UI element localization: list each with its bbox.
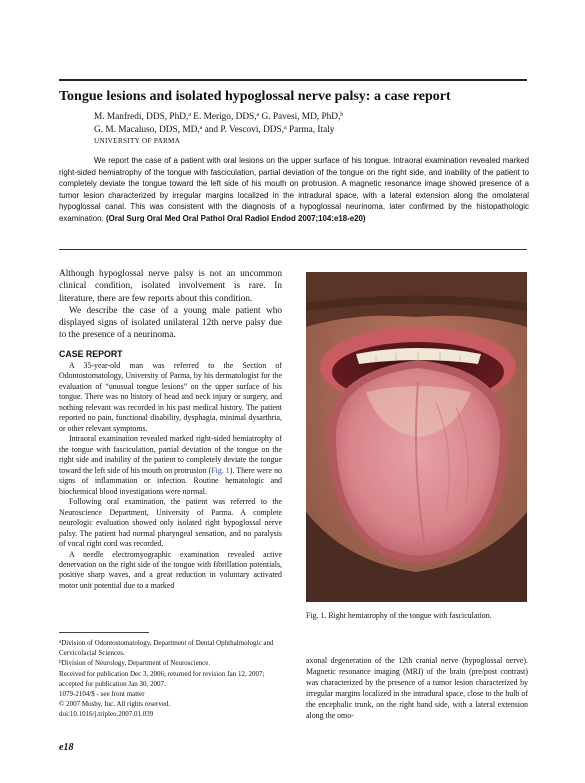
- article-title: Tongue lesions and isolated hypoglossal nerve palsy: a case report: [59, 89, 451, 104]
- footnote-rule: [59, 632, 149, 633]
- section-heading: CASE REPORT: [59, 348, 123, 359]
- author-line-2: [94, 124, 514, 137]
- footnote-affiliation-a: [59, 638, 289, 658]
- footnotes: [59, 638, 289, 720]
- doi-line: doi:10.1016/j.tripleo.2007.01.039: [59, 710, 154, 719]
- copyright-line: © 2007 Mosby, Inc. All rights reserved.: [59, 700, 171, 709]
- figure-reference-link[interactable]: Fig. 1: [211, 465, 230, 475]
- author-affiliation-mark: a: [199, 124, 203, 131]
- abstract: [59, 155, 529, 225]
- abstract-divider: [59, 249, 527, 250]
- abstract-text: We report the case of a patient with oral lesions on the upper surface of his tongue. Intraoral examination revealed marked right-sided hemiatrophy of the tongue with fasciculation, partial deviation of the tongue on the right side, and inability of the patient to completely deviate the tongue toward the left side of his mouth on protrusion. A magnetic resonance image showed presence of a tumor lesion characterized by irregular margins localized in the intradural space, with a lateral extension along the omolateral hypoglossal canal. This was consistent with the diagnosis of a hypoglossal neurinoma, later confirmed by the histopathologic examination.: [59, 156, 529, 223]
- author-institution: UNIVERSITY OF PARMA: [94, 137, 181, 145]
- body-text-run: ). There were no signs of inflammation or infection. Routine hematologic and biochemical blood investigations were normal.: [59, 465, 283, 496]
- author-affiliation-mark: a: [256, 112, 260, 118]
- left-column: [59, 268, 282, 591]
- tongue-photograph: [306, 272, 527, 602]
- journal-citation: (Oral Surg Oral Med Oral Pathol Oral Radiol Endod 2007;104:e18-e20): [105, 213, 366, 223]
- body-paragraph: A needle electromyographic examination revealed active denervation on the right side of the tongue with fibrillation potentials, positive sharp waves, and a great reduction in voluntary activated motor unit potential due to a marked: [59, 549, 282, 590]
- header-rule: [59, 79, 527, 81]
- author-location: Parma, Italy: [286, 124, 335, 135]
- author-name: G. Pavesi, MD, PhD,: [259, 112, 341, 122]
- author-name: and P. Vescovi, DDS,: [202, 124, 284, 135]
- author-name: M. Manfredi, DDS, PhD,: [94, 112, 189, 122]
- footnote-text: Division of Odontostomatology, Department of Dental Ophthalmologic and Cervicofacial Sciences.: [59, 639, 274, 658]
- tongue-photo-illustration: [306, 272, 527, 602]
- intro-paragraph: We describe the case of a young male patient who displayed signs of isolated unilateral 12th nerve palsy due to the presence of a neurinoma.: [59, 305, 282, 341]
- body-paragraph: [59, 434, 282, 497]
- introduction: [59, 268, 282, 342]
- body-paragraph: Following oral examination, the patient was referred to the Neuroscience Department, University of Parma. A complete neurologic evaluation showed only isolated right hypoglossal nerve palsy. The patient had normal pharyngeal sensation, and no paralysis of vocal right cord was recorded.: [59, 497, 282, 549]
- footnote-text: Division of Neurology, Department of Neuroscience.: [61, 659, 211, 668]
- footnote-mark: b: [59, 660, 62, 666]
- author-name: G. M. Macaluso, DDS, MD,: [94, 124, 200, 135]
- page-number: e18: [59, 742, 74, 753]
- body-text-run: Intraoral examination revealed marked right-sided hemiatrophy of the tongue with fasciculation, partial deviation of the tongue on the right side and inability of the patient to completely deviate the tongue toward the left side of his mouth on protrusion (: [59, 434, 282, 475]
- footnote-affiliation-b: [59, 658, 289, 668]
- figure-caption: Fig. 1. Right hemiatrophy of the tongue with fasciculation.: [306, 611, 492, 620]
- body-paragraph: A 35-year-old man was referred to the Section of Odontostomatology, University of Parma, by his dermatologist for the evaluation of “unusual tongue lesions” on the upper surface of his tongue. There was no history of head and neck injury or surgery, and nothing relevant was recorded in his past medical history. The patient reported no pain, functional disability, dysphagia, minimal dysarthria, or other relevant symptoms.: [59, 360, 282, 433]
- footnote-mark: a: [59, 640, 62, 645]
- author-name: E. Merigo, DDS,: [190, 112, 257, 122]
- right-column-text: axonal degeneration of the 12th cranial nerve (hypoglossal nerve). Magnetic resonance imaging (MRI) of the brain (pre/post contrast) was characterized by the presence of a tumor lesion characterized by irregular margins localized in the intradural space, close to the bulb of the encephalic trunk, on the right hand side, with a lateral extension along the omo-: [306, 656, 528, 720]
- author-affiliation-mark: b: [340, 112, 344, 118]
- issn-line: 1079-2104/$ - see front matter: [59, 690, 145, 699]
- author-affiliation-mark: a: [188, 112, 191, 118]
- case-report-body: [59, 361, 282, 592]
- author-affiliation-mark: a: [284, 124, 287, 131]
- received-dates: Received for publication Dec 3, 2006; returned for revision Jan 12, 2007; accepted for publication Jan 30, 2007.: [59, 669, 265, 688]
- intro-paragraph: Although hypoglossal nerve palsy is not an uncommon clinical condition, isolated involvement is rare. In literature, there are few reports about this condition.: [59, 269, 282, 304]
- author-line-1: [94, 111, 514, 124]
- author-block: [94, 111, 514, 147]
